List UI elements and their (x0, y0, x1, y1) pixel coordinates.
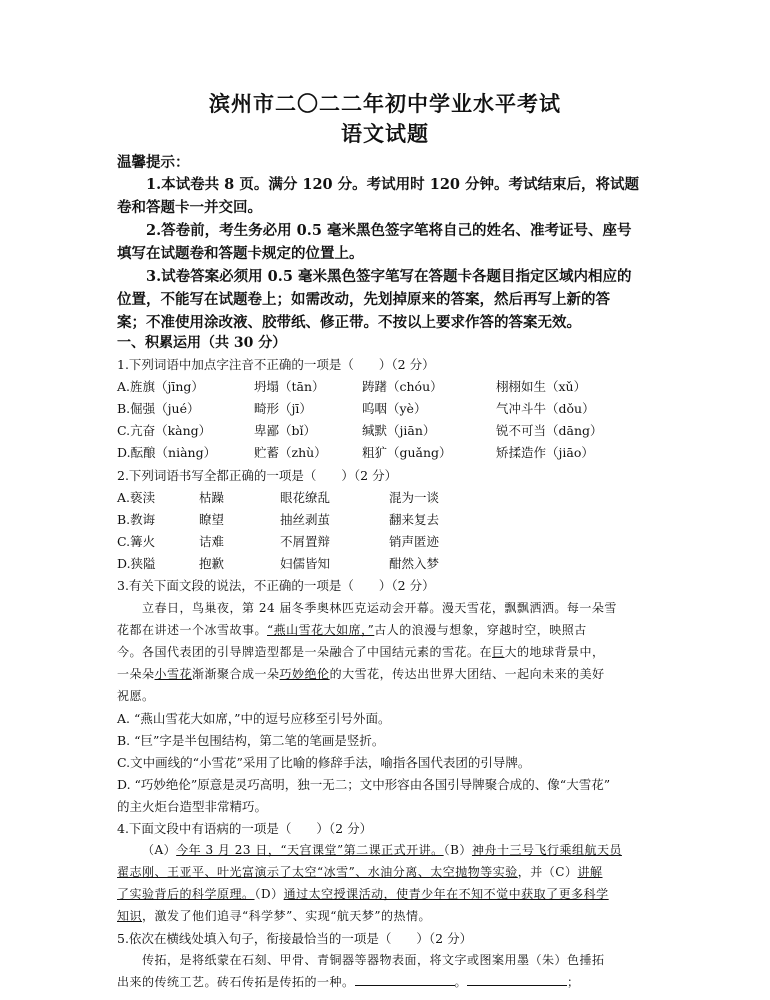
q5-passage-line-1: 传拓，是将纸蒙在石刻、甲骨、青铜器等器物表面，将文字或图案用墨（朱）色捶拓 (142, 953, 605, 967)
question-5-stem: 5.依次在横线处填入句子，衔接最恰当的一项是（ ）（2 分） (117, 931, 473, 946)
question-2-stem: 2.下列词语书写全都正确的一项是（ ）（2 分） (117, 468, 398, 483)
q1-option-b-3: 呜咽（yè） (362, 401, 427, 416)
q1-option-c-4: 锐不可当（dāng） (496, 423, 603, 438)
notice-line-6: 位置，不能写在试题卷上；如需改动，先划掉原来的答案，然后再写上新的答 (117, 291, 610, 308)
q3-underlined-ju: 巨 (492, 645, 505, 659)
q3-option-c: C.文中画线的“小雪花”采用了比喻的修辞手法，喻指各国代表团的引导牌。 (117, 755, 531, 770)
q2-option-d-3: 妇儒皆知 (280, 556, 331, 571)
notice-line-4: 填写在试题卷和答题卡规定的位置上。 (117, 245, 364, 262)
q3-option-d-line-2: 的主火炬台造型非常精巧。 (117, 799, 268, 814)
q1-option-d-2: 贮蓄（zhù） (254, 445, 327, 460)
q1-option-a-1: A.旌旗（jīng） (117, 379, 204, 394)
exam-subtitle: 语文试题 (341, 121, 429, 146)
q2-option-b-3: 抽丝剥茧 (280, 512, 331, 527)
q3-option-d-line-1: D. “巧妙绝伦”原意是灵巧高明，独一无二；文中形容由各国引导牌聚合成的、像“大雪花” (117, 777, 611, 792)
question-1-stem: 1.下列词语中加点字注音不正确的一项是（ ）（2 分） (117, 357, 435, 372)
q2-option-b-1: B.教诲 (117, 512, 156, 527)
exam-title: 滨州市二〇二二年初中学业水平考试 (209, 91, 561, 116)
q2-option-a-4: 混为一谈 (389, 490, 440, 505)
q4-passage-line-3: 了实验背后的科学原理。（D）通过太空授课活动，使青少年在不知不觉中获取了更多科学 (117, 887, 609, 901)
q2-option-a-2: 枯躁 (199, 490, 225, 505)
q4-passage-line-2: 翟志刚、王亚平、叶光富演示了太空“冰雪”、水油分离、太空抛物等实验，并（C）讲解 (117, 865, 603, 879)
q2-option-d-2: 抱歉 (199, 556, 225, 571)
q3-passage-line-1: 立春日，鸟巢夜，第 24 届冬季奥林匹克运动会开幕。漫天雪花，飘飘洒洒。每一朵雪 (142, 601, 617, 615)
q2-option-c-3: 不屑置辩 (280, 534, 331, 549)
q5-passage-line-2: 出来的传统工艺。砖石传拓是传拓的一种。 。 ； (117, 975, 580, 989)
q1-option-c-1: C.亢奋（kàng） (117, 423, 212, 438)
q1-option-a-4: 栩栩如生（xǔ） (496, 379, 587, 394)
q2-option-b-4: 翻来复去 (389, 512, 440, 527)
q2-option-d-1: D.狭隘 (117, 556, 156, 571)
notice-line-3: 2.答卷前，考生务必用 0.5 毫米黑色签字笔将自己的姓名、准考证号、座号 (146, 222, 632, 239)
section-heading: 一、积累运用（共 30 分） (117, 335, 287, 351)
q4-passage-line-1: （A）今年 3 月 23 日，“天宫课堂”第二课正式开讲。（B）神舟十三号飞行乘组航天员 (142, 843, 622, 857)
q3-passage-line-5: 祝愿。 (117, 689, 155, 703)
q2-option-d-4: 酣然入梦 (389, 556, 440, 571)
q3-option-b: B. “巨”字是半包围结构，第二笔的笔画是竖折。 (117, 733, 385, 748)
q3-underlined-quote: “燕山雪花大如席，” (267, 623, 375, 637)
q2-option-b-2: 瞭望 (199, 512, 225, 527)
q3-passage-line-3: 今。各国代表团的引导牌造型都是一朵融合了中国结元素的雪花。在巨大的地球背景中， (117, 645, 605, 659)
q1-option-a-3: 踌躇（chóu） (362, 379, 443, 394)
q1-option-b-2: 畸形（jī） (254, 401, 312, 416)
q1-option-a-2: 坍塌（tān） (254, 379, 325, 394)
q3-underlined-xiaoxuehua: 小雪花 (154, 667, 193, 681)
q2-option-c-2: 诘难 (199, 534, 225, 549)
answer-blank-1[interactable] (355, 975, 455, 986)
notice-line-5: 3.试卷答案必须用 0.5 毫米黑色签字笔写在答题卡各题目指定区域内相应的 (146, 268, 632, 285)
q2-option-c-4: 销声匿迹 (389, 534, 440, 549)
q1-option-c-2: 卑鄙（bǐ） (254, 423, 316, 438)
q1-option-d-4: 矫揉造作（jiāo） (496, 445, 594, 460)
q2-option-c-1: C.篝火 (117, 534, 156, 549)
q3-option-a: A. “燕山雪花大如席，”中的逗号应移至引号外面。 (117, 711, 391, 726)
q1-option-b-4: 气冲斗牛（dǒu） (496, 401, 595, 416)
q1-option-d-1: D.酝酿（niàng） (117, 445, 217, 460)
notice-line-1: 1.本试卷共 8 页。满分 120 分。考试用时 120 分钟。考试结束后，将试题 (146, 176, 640, 193)
q2-option-a-1: A.亵渎 (117, 490, 156, 505)
notice-label: 温馨提示： (117, 154, 190, 171)
question-4-stem: 4.下面文段中有语病的一项是（ ）（2 分） (117, 821, 373, 836)
q2-option-a-3: 眼花缭乱 (280, 490, 331, 505)
q1-option-c-3: 缄默（jiān） (362, 423, 436, 438)
q4-passage-line-4: 知识，激发了他们追寻“科学梦”、实现“航天梦”的热情。 (117, 909, 432, 923)
answer-blank-2[interactable] (467, 975, 567, 986)
q3-passage-line-2: 花都在讲述一个冰雪故事。“燕山雪花大如席，”古人的浪漫与想象，穿越时空，映照古 (117, 623, 587, 637)
q3-passage-line-4: 一朵朵小雪花渐渐聚合成一朵巧妙绝伦的大雪花，传达出世界大团结、一起向未来的美好 (117, 667, 605, 681)
q1-option-d-3: 粗犷（guǎng） (362, 445, 452, 460)
notice-line-2: 卷和答题卡一并交回。 (117, 199, 262, 216)
notice-line-7: 案；不准使用涂改液、胶带纸、修正带。不按以上要求作答的答案无效。 (117, 314, 581, 331)
q3-underlined-qiaomiao: 巧妙绝伦 (279, 667, 330, 681)
q1-option-b-1: B.倔强（jué） (117, 401, 200, 416)
question-3-stem: 3.有关下面文段的说法，不正确的一项是（ ）（2 分） (117, 578, 435, 593)
